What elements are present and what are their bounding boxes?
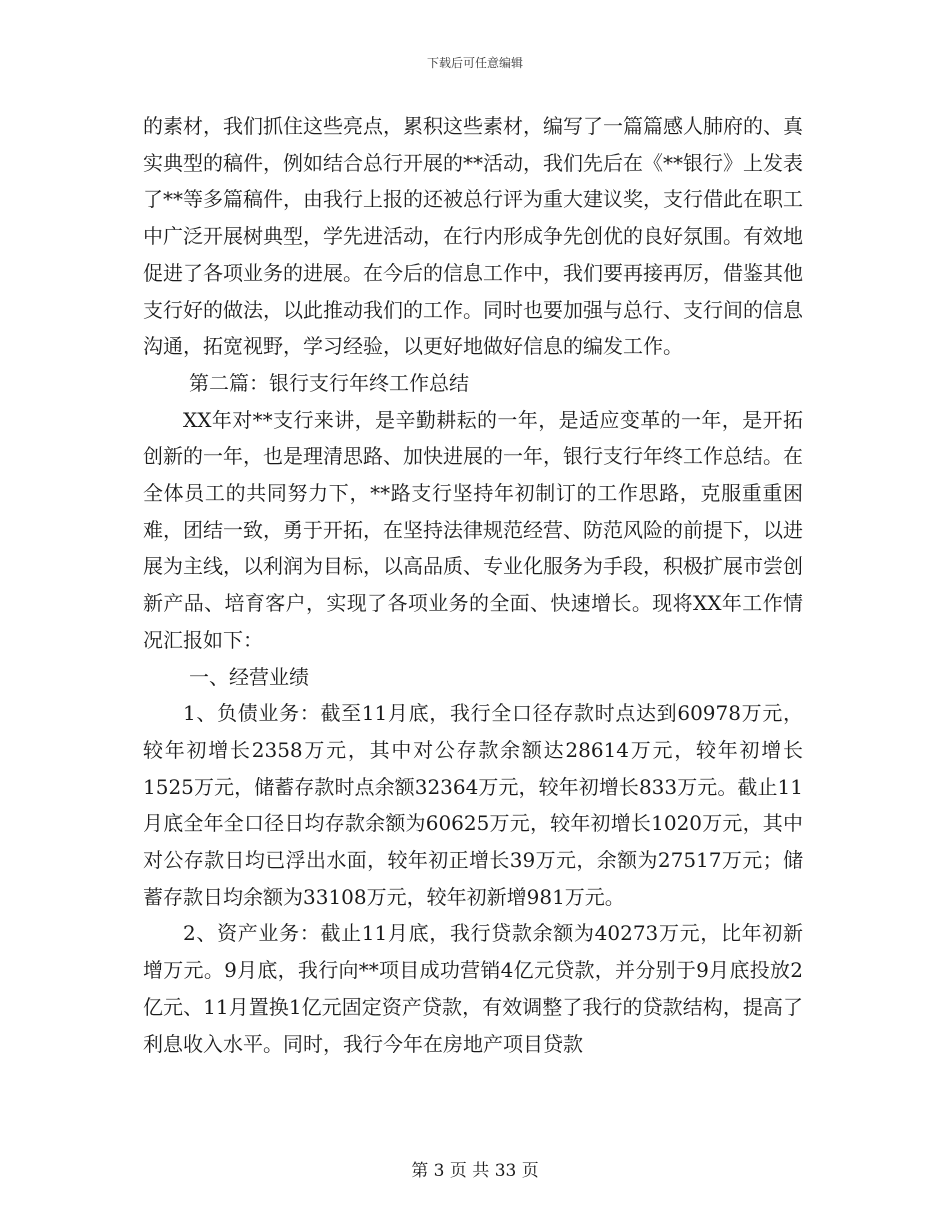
subsection-heading: 一、经营业绩 — [189, 664, 309, 689]
paragraph-intro: XX年对**支行来讲，是辛勤耕耘的一年，是适应变革的一年，是开拓创新的一年，也是理清思路、加快进展的一年，银行支行年终工作总结。在全体员工的共同努力下，**路支行坚持年初制订的工作思路，克服重重困难，团结一致，勇于开拓，在坚持法律规范经营、防范风险的前提下，以进展为主线，以利润为目标，以高品质、专业化服务为手段，积极扩展市尝创新产品、培育客户，实现了各项业务的全面、快速增长。现将XX年工作情况汇报如下： — [143, 407, 803, 652]
page-number: 第 3 页 共 33 页 — [411, 1161, 539, 1181]
page-header-note: 下载后可任意编辑 — [426, 56, 523, 70]
paragraph-assets: 2、资产业务：截止11月底，我行贷款余额为40273万元，比年初新增万元。9月底，我行向**项目成功营销4亿元贷款，并分别于9月底投放2亿元、11月置换1亿元固定资产贷款，有效调整了我行的贷款结构，提高了利息收入水平。同时，我行今年在房地产项目贷款 — [143, 921, 803, 1056]
document-body — [143, 108, 803, 1062]
paragraph-liabilities: 1、负债业务：截至11月底，我行全口径存款时点达到60978万元，较年初增长2358万元，其中对公存款余额达28614万元，较年初增长1525万元，储蓄存款时点余额32364万元，较年初增长833万元。截止11月底全年全口径日均存款余额为60625万元，较年初增长1020万元，其中对公存款日均已浮出水面，较年初正增长39万元，余额为27517万元；储蓄存款日均余额为33108万元，较年初新增981万元。 — [143, 701, 803, 909]
paragraph-continued: 的素材，我们抓住这些亮点，累积这些素材，编写了一篇篇感人肺府的、真实典型的稿件，例如结合总行开展的**活动，我们先后在《**银行》上发表了**等多篇稿件，由我行上报的还被总行评为重大建议奖，支行借此在职工中广泛开展树典型，学先进活动，在行内形成争先创优的良好氛围。有效地促进了各项业务的进展。在今后的信息工作中，我们要再接再厉，借鉴其他支行好的做法，以此推动我们的工作。同时也要加强与总行、支行间的信息沟通，拓宽视野，学习经验，以更好地做好信息的编发工作。 — [143, 114, 803, 359]
section-title: 第二篇：银行支行年终工作总结 — [189, 370, 469, 395]
